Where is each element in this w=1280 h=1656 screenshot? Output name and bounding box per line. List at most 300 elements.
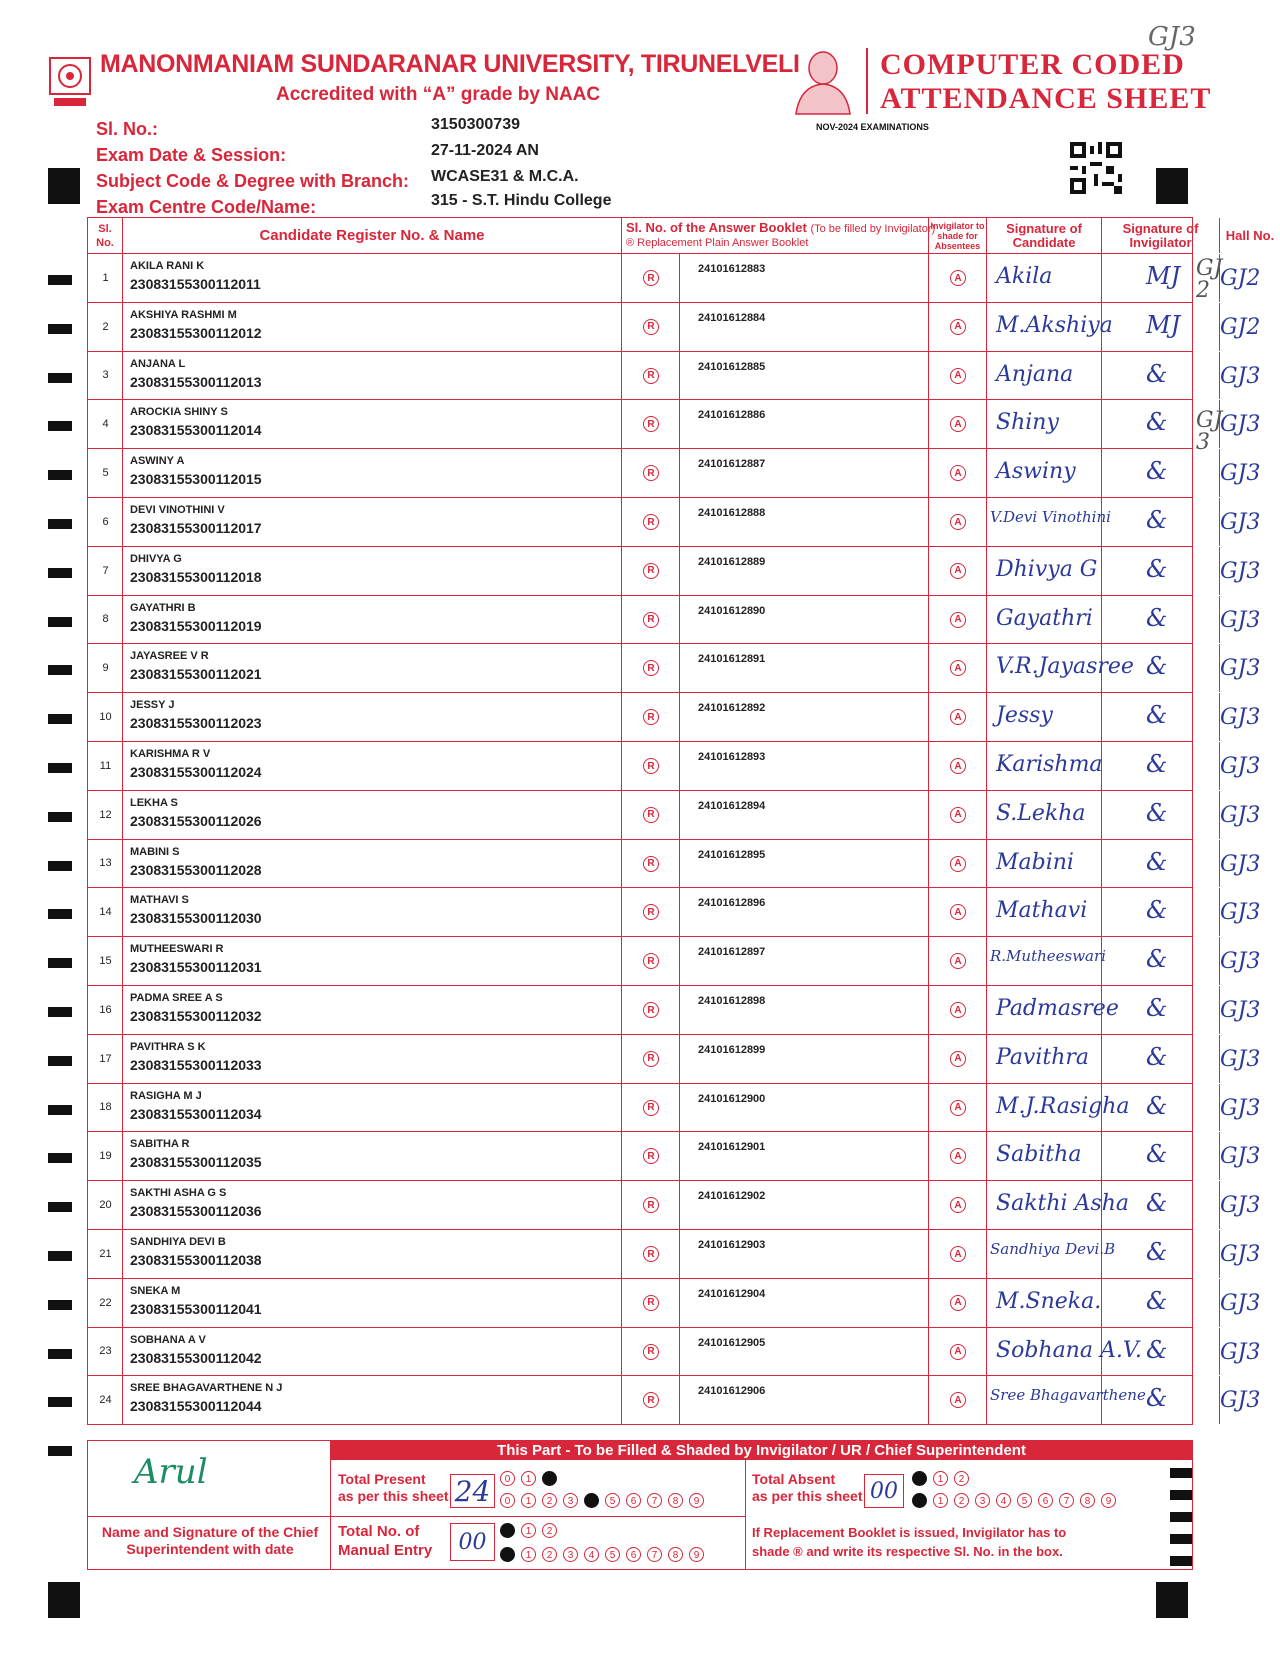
bubble-8[interactable]: 8 [668,1547,683,1562]
candidate-signature: Sabitha [996,1142,1082,1168]
candidate-name: LEKHA S [130,796,178,809]
bubble-7[interactable]: 7 [1059,1493,1074,1508]
absent-bubble[interactable]: A [950,1002,966,1018]
hall-number: GJ3 [1220,900,1261,926]
founder-portrait [790,46,856,114]
booklet-number: 24101612902 [698,1190,766,1203]
cell-divider [680,644,929,692]
cell-divider [680,791,929,839]
timing-mark [48,1153,72,1163]
timing-mark [48,617,72,627]
hall-number: GJ3 [1220,705,1261,731]
invigilator-signature: & [1146,1238,1168,1266]
bubble-5[interactable]: 5 [605,1547,620,1562]
bubble-5[interactable]: 5 [1017,1493,1032,1508]
row-sl-no: 21 [99,1247,112,1260]
row-sl-no: 24 [99,1394,112,1407]
invigilator-signature: & [1146,994,1168,1022]
timing-mark [48,1202,72,1212]
bubble-6[interactable]: 6 [626,1547,641,1562]
replacement-bubble[interactable]: R [643,856,659,872]
register-number: 23083155300112017 [130,520,262,536]
register-number: 23083155300112044 [130,1398,262,1415]
bubble-5[interactable]: 5 [605,1493,620,1508]
register-number: 23083155300112038 [130,1252,262,1268]
candidate-name: MATHAVI S [130,894,189,907]
table-row [87,791,1261,840]
replacement-bubble[interactable]: R [643,1197,659,1213]
bubble-1[interactable]: 1 [933,1471,948,1486]
registration-mark-top-left [48,168,80,204]
row-sl-no: 15 [99,955,112,968]
candidate-signature: R.Mutheeswari [990,947,1106,966]
booklet-number: 24101612897 [698,946,766,959]
absent-bubble[interactable]: A [950,1392,966,1408]
invigilator-signature: & [1146,457,1168,486]
booklet-number: 24101612905 [698,1336,766,1349]
candidate-name: AKSHIYA RASHMI M [130,308,237,321]
sl-no-label: Sl. No.: [96,119,158,139]
candidate-signature: M.Akshiya [996,312,1113,338]
booklet-number: 24101612888 [698,507,766,519]
register-number: 23083155300112036 [130,1203,262,1220]
bubble-2[interactable]: 2 [954,1493,969,1508]
replacement-bubble[interactable]: R [643,368,659,384]
register-number: 23083155300112021 [130,666,262,683]
absent-bubble[interactable]: A [950,1197,966,1213]
absent-units-bubbles [912,1491,1122,1509]
absent-bubble[interactable]: A [950,368,966,384]
candidate-signature: Aswiny [996,459,1076,485]
replacement-bubble[interactable]: R [643,1002,659,1018]
cell-divider [680,888,929,936]
hall-number: GJ3 [1220,802,1261,828]
candidate-signature: Mathavi [996,898,1088,924]
invigilator-signature: & [1146,1042,1168,1071]
timing-mark [48,421,72,431]
invigilator-signature: & [1146,554,1168,583]
absent-value-box [864,1474,904,1508]
booklet-number: 24101612893 [698,751,766,763]
absent-bubble[interactable]: A [950,319,966,335]
cell-divider [680,1084,929,1132]
bubble-4[interactable]: 4 [996,1493,1011,1508]
bubble-7[interactable]: 7 [647,1547,662,1562]
bubble-9[interactable]: 9 [1101,1493,1116,1508]
hall-number: GJ3 [1220,1242,1261,1267]
absent-bubble[interactable]: A [950,709,966,725]
bubble-4-filled[interactable]: 4 [584,1493,599,1508]
row-sl-no: 9 [102,662,109,675]
table-row [87,547,1261,596]
replacement-note-1: If Replacement Booklet is issued, Invigilator has to [752,1525,1067,1540]
replacement-bubble[interactable]: R [643,319,659,335]
absent-bubble[interactable]: A [950,660,966,676]
bubble-0[interactable]: 0 [500,1471,515,1486]
table-row [87,1084,1261,1133]
candidate-name: ANJANA L [130,357,186,370]
hall-number: GJ3 [1220,1388,1261,1414]
bubble-9[interactable]: 9 [689,1547,704,1562]
absent-bubble[interactable]: A [950,1100,966,1116]
invigilator-signature: & [1146,1189,1168,1218]
replacement-bubble[interactable]: R [643,807,659,823]
candidate-name: SNEKA M [130,1284,181,1297]
replacement-bubble[interactable]: R [643,953,659,969]
bubble-6[interactable]: 6 [1038,1493,1053,1508]
hall-number: GJ3 [1220,754,1261,779]
timing-mark [48,763,72,773]
centre-value: 315 - S.T. Hindu College [431,192,612,209]
present-label [338,1471,449,1505]
timing-mark [48,958,72,968]
bubble-0-filled[interactable]: 0 [500,1523,515,1538]
row-sl-no: 10 [99,711,112,724]
present-units-bubbles [500,1491,710,1509]
timing-mark [48,1105,72,1115]
cell-divider [680,937,929,985]
register-number: 23083155300112033 [130,1056,262,1073]
timing-mark [48,1251,72,1261]
candidate-name: AROCKIA SHINY S [130,406,228,419]
absent-label-1: Total Absent [752,1471,836,1487]
cell-divider [680,1376,929,1424]
cell-divider [680,986,929,1034]
table-row [87,1181,1261,1230]
invigilator-signature: & [1146,1140,1168,1169]
header-replacement: Replacement Plain Answer Booklet [637,237,809,249]
bubble-1[interactable]: 1 [521,1493,536,1508]
bubble-2[interactable]: 2 [954,1471,969,1486]
booklet-number: 24101612886 [698,409,766,422]
bubble-8[interactable]: 8 [668,1493,683,1508]
candidate-name: PADMA SREE A S [130,992,223,1004]
invigilator-signature: & [1146,750,1168,778]
booklet-number: 24101612884 [698,311,766,324]
bubble-2[interactable]: 2 [542,1547,557,1562]
booklet-number: 24101612901 [698,1141,766,1154]
manual-label [338,1522,432,1560]
header-booklet [622,218,936,253]
bubble-7[interactable]: 7 [647,1493,662,1508]
hall-number: GJ2 [1220,314,1261,340]
absent-bubble[interactable]: A [950,758,966,774]
hall-number: GJ3 [1220,461,1261,487]
candidate-signature: S.Lekha [996,800,1086,826]
table-row [87,937,1261,986]
footer-band: This Part - To be Filled & Shaded by Invigilator / UR / Chief Superintendent [330,1440,1193,1460]
absent-bubble[interactable]: A [950,416,966,432]
candidate-signature: M.Sneka. [996,1288,1102,1314]
cell-divider [680,254,929,302]
register-number: 23083155300112028 [130,861,262,878]
candidate-name: JAYASREE V R [130,650,209,663]
chief-divider [330,1440,331,1570]
booklet-number: 24101612895 [698,848,766,861]
replacement-bubble[interactable]: R [643,904,659,920]
table-row [87,1328,1261,1377]
replacement-bubble[interactable]: R [643,758,659,774]
header-hall: Hall No. [1225,227,1275,243]
register-number: 23083155300112034 [130,1105,262,1122]
replacement-bubble[interactable]: R [643,270,659,286]
replacement-bubble[interactable]: R [643,1246,659,1262]
absent-bubble[interactable]: A [950,1344,966,1360]
timing-mark [48,1349,72,1359]
absent-bubble[interactable]: A [950,465,966,481]
hall-number: GJ3 [1220,656,1261,682]
candidate-name: SANDHIYA DEVI B [130,1236,226,1248]
bubble-3[interactable]: 3 [563,1493,578,1508]
cell-divider [680,742,929,790]
margin-note-2: GJ 3 [1196,408,1223,455]
row-sl-no: 12 [99,808,112,821]
row-sl-no: 3 [102,369,109,382]
booklet-number: 24101612891 [698,653,766,666]
bubble-1[interactable]: 1 [521,1523,536,1538]
candidate-name: AKILA RANI K [130,260,205,272]
table-row [87,1376,1261,1425]
candidate-signature: Padmasree [996,996,1119,1021]
bubble-1[interactable]: 1 [521,1547,536,1562]
registration-mark-bottom-right [1156,1582,1188,1618]
absent-bubble[interactable]: A [950,612,966,628]
timing-mark [48,324,72,334]
bubble-8[interactable]: 8 [1080,1493,1095,1508]
replacement-bubble[interactable]: R [643,1344,659,1360]
register-number: 23083155300112032 [130,1008,262,1024]
replacement-bubble[interactable]: R [643,660,659,676]
header-candidate: Candidate Register No. & Name [123,218,622,253]
row-sl-no: 4 [102,418,109,431]
timing-mark [48,275,72,285]
sl-no-value: 3150300739 [431,116,520,133]
booklet-number: 24101612894 [698,799,766,812]
manual-value-box [450,1523,495,1561]
absent-bubble[interactable]: A [950,856,966,872]
absent-label-2: as per this sheet [752,1488,863,1504]
header-sig-invigilator: Signature of Invigilator [1102,218,1220,253]
replacement-bubble[interactable]: R [643,465,659,481]
row-sl-no: 16 [99,1003,112,1016]
row-sl-no: 22 [99,1296,112,1309]
register-number: 23083155300112018 [130,568,262,585]
table-row [87,1035,1261,1084]
exam-date-label: Exam Date & Session: [96,145,287,165]
invigilator-signature: & [1146,603,1168,632]
row-sl-no: 13 [99,857,112,870]
table-row [87,1230,1261,1279]
row-sl-no: 11 [99,759,112,772]
register-number: 23083155300112042 [130,1349,262,1366]
hall-number: GJ3 [1220,851,1261,877]
row-sl-no: 19 [99,1150,112,1163]
candidate-signature: Sakthi Asha [996,1191,1130,1217]
cell-divider [680,1035,929,1083]
invigilator-signature: & [1146,506,1168,534]
table-row [87,303,1261,352]
absent-bubble[interactable]: A [950,1246,966,1262]
present-separator [330,1516,745,1517]
corner-handwritten-tag: GJ3 [1148,22,1196,52]
bubble-1[interactable]: 1 [933,1493,948,1508]
present-value-box [450,1474,495,1508]
timing-mark [48,861,72,871]
candidate-name: MABINI S [130,845,180,858]
cell-divider [680,1132,929,1180]
margin-note-1: GJ 2 [1196,256,1223,303]
replacement-bubble[interactable]: R [643,416,659,432]
candidate-name: MUTHEESWARI R [130,943,224,956]
booklet-number: 24101612906 [698,1385,766,1398]
register-number: 23083155300112023 [130,715,262,732]
bubble-6[interactable]: 6 [626,1493,641,1508]
candidate-signature: Mabini [996,849,1074,875]
replacement-bubble[interactable]: R [643,1295,659,1311]
candidate-signature: M.J.Rasigha [996,1093,1130,1119]
booklet-number: 24101612887 [698,458,766,471]
absent-bubble[interactable]: A [950,1148,966,1164]
bubble-3[interactable]: 3 [975,1493,990,1508]
candidate-signature: Sree Bhagavarthene [990,1386,1146,1405]
cell-divider [680,1279,929,1327]
cell-divider [680,400,929,448]
row-sl-no: 14 [99,906,112,919]
candidate-name: ASWINY A [130,455,185,468]
invigilator-signature: MJ [1146,310,1181,339]
hall-number: GJ3 [1220,558,1261,584]
manual-units-bubbles [500,1545,710,1563]
timing-mark [48,373,72,383]
replacement-bubble[interactable]: R [643,709,659,725]
row-sl-no: 2 [102,320,109,333]
university-name: MANONMANIAM SUNDARANAR UNIVERSITY, TIRUNELVELI [100,50,800,78]
qr-code [1070,142,1122,194]
row-sl-no: 8 [102,613,109,626]
cell-divider [680,1328,929,1376]
hall-number: GJ3 [1220,363,1261,389]
candidate-name: DHIVYA G [130,552,182,565]
bubble-2[interactable]: 2 [542,1523,557,1538]
bubble-0-filled[interactable]: 0 [500,1547,515,1562]
present-value: 24 [454,1475,491,1508]
hall-number: GJ3 [1220,949,1261,975]
replacement-bubble[interactable]: R [643,514,659,530]
candidate-name: RASIGHA M J [130,1089,202,1102]
university-logo [46,54,94,110]
hall-number: GJ2 [1220,266,1261,291]
replacement-bubble[interactable]: R [643,1148,659,1164]
row-sl-no: 17 [99,1052,112,1065]
accreditation-text: Accredited with “A” grade by NAAC [276,84,601,105]
replacement-bubble[interactable]: R [643,1392,659,1408]
chief-separator [87,1516,331,1517]
absent-bubble[interactable]: A [950,1295,966,1311]
present-tens-bubbles [500,1469,563,1487]
timing-mark [48,909,72,919]
absent-bubble[interactable]: A [950,953,966,969]
sheet-title [880,48,1211,116]
sheet-title-line-1: COMPUTER CODED [880,48,1185,81]
invigilator-signature: & [1146,847,1168,876]
invigilator-signature: & [1146,408,1168,437]
absent-bubble[interactable]: A [950,563,966,579]
timing-mark [48,1446,72,1456]
cell-divider [680,1230,929,1278]
register-number: 23083155300112014 [130,422,262,439]
hall-number: GJ3 [1220,1339,1261,1365]
table-row [87,742,1261,791]
candidate-name: SOBHANA A V [130,1333,206,1346]
row-sl-no: 7 [102,564,109,577]
present-label-1: Total Present [338,1471,426,1487]
candidate-signature: Sandhiya Devi.B [990,1240,1116,1258]
replacement-note-2: shade ® and write its respective Sl. No. in the box. [752,1544,1063,1559]
booklet-number: 24101612899 [698,1043,766,1056]
cell-divider [680,352,929,400]
hall-number: GJ3 [1220,607,1261,633]
manual-value: 00 [458,1530,487,1555]
timing-mark [48,714,72,724]
absent-bubble[interactable]: A [950,1051,966,1067]
replacement-symbol-icon: ® [626,237,635,249]
bubble-0[interactable]: 0 [500,1493,515,1508]
bubble-2[interactable]: 2 [542,1493,557,1508]
manual-label-2: Manual Entry [338,1542,433,1559]
bubble-0-filled[interactable]: 0 [912,1471,927,1486]
candidate-signature: Anjana [996,361,1074,387]
absent-bubble[interactable]: A [950,807,966,823]
candidate-signature: Dhivya G [996,556,1098,582]
absent-bubble[interactable]: A [950,270,966,286]
absent-tens-bubbles [912,1469,975,1487]
replacement-bubble[interactable]: R [643,612,659,628]
chief-superintendent-signature: Arul [134,1452,208,1492]
replacement-note [752,1523,1066,1561]
bubble-3[interactable]: 3 [563,1547,578,1562]
replacement-bubble[interactable]: R [643,1051,659,1067]
booklet-number: 24101612904 [698,1287,766,1300]
bubble-0-filled[interactable]: 0 [912,1493,927,1508]
register-number: 23083155300112031 [130,959,262,976]
absent-bubble[interactable]: A [950,904,966,920]
absent-bubble[interactable]: A [950,514,966,530]
invigilator-signature: & [1146,701,1168,730]
timing-mark [48,519,72,529]
register-number: 23083155300112030 [130,910,262,927]
timing-mark [48,1056,72,1066]
mid-divider [745,1460,746,1570]
register-number: 23083155300112019 [130,617,262,634]
register-number: 23083155300112041 [130,1300,262,1317]
subject-value: WCASE31 & M.C.A. [431,168,579,185]
bubble-9[interactable]: 9 [689,1493,704,1508]
replacement-bubble[interactable]: R [643,1100,659,1116]
cell-divider [680,449,929,497]
register-number: 23083155300112026 [130,812,262,829]
timing-mark [48,1300,72,1310]
manual-label-1: Total No. of [338,1523,420,1540]
hall-number: GJ3 [1220,412,1261,438]
bubble-1[interactable]: 1 [521,1471,536,1486]
replacement-bubble[interactable]: R [643,563,659,579]
manual-tens-bubbles [500,1521,563,1539]
table-row [87,498,1261,547]
bubble-4[interactable]: 4 [584,1547,599,1562]
invigilator-signature: & [1146,1091,1168,1120]
table-row [87,1132,1261,1181]
bubble-2-filled[interactable]: 2 [542,1471,557,1486]
